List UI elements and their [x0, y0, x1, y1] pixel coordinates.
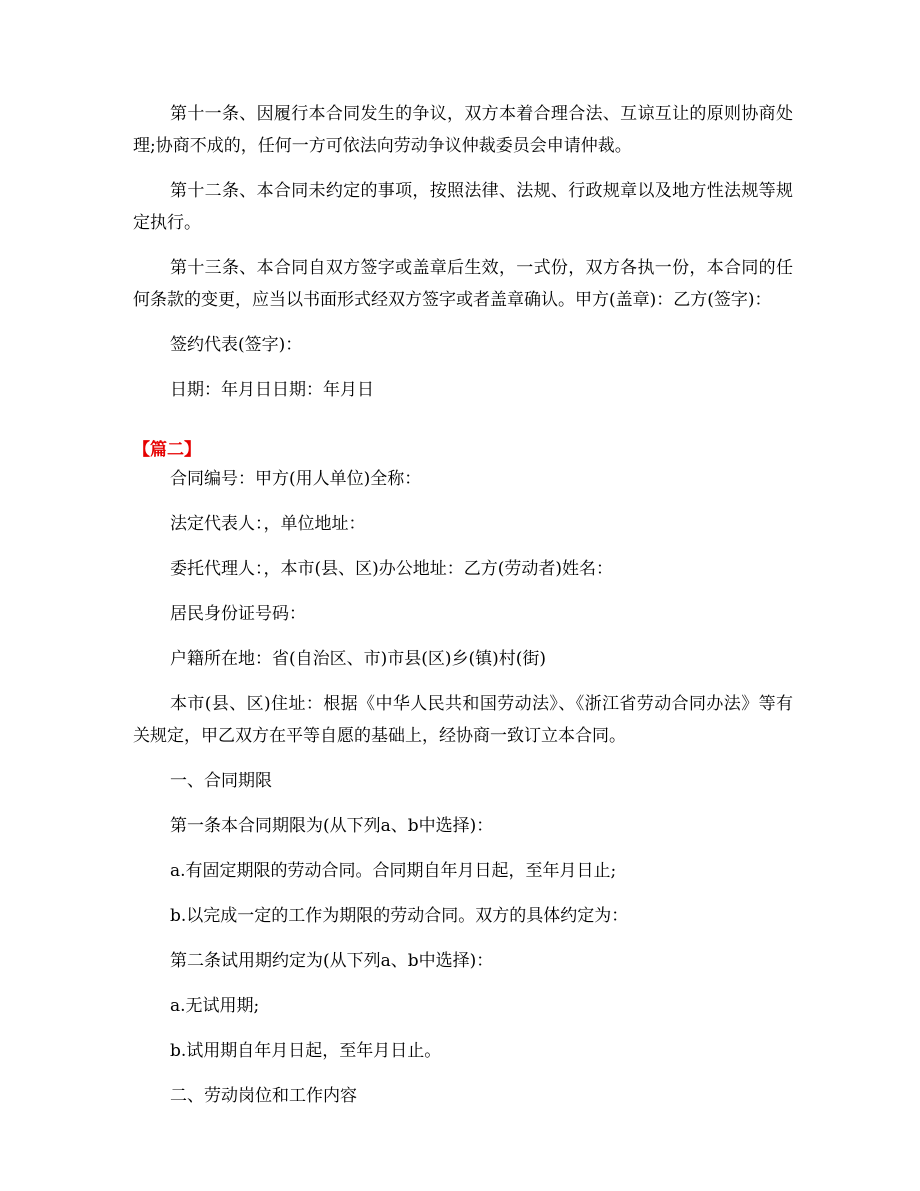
article-1-line: 第一条本合同期限为(从下列a、b中选择)： [170, 816, 494, 836]
residence-address-paragraph: 本市(县、区)住址：根据《中华人民共和国劳动法》、《浙江省劳动合同办法》等有关规定，甲乙双方在平等自愿的基础上，经协商一致订立本合同。 [133, 694, 793, 746]
option-a-fixed-term-line: a.有固定期限的劳动合同。合同期自年月日起，至年月日止; [170, 861, 617, 881]
document-body [133, 98, 793, 1125]
legal-representative-line: 法定代表人：，单位地址： [170, 514, 366, 534]
date-line: 日期：年月日日期：年月日 [170, 380, 374, 400]
job-position-heading: 二、劳动岗位和工作内容 [170, 1086, 357, 1106]
option-a-no-probation-line: a.无试用期; [170, 996, 260, 1016]
signing-representative-line: 签约代表(签字)： [170, 335, 303, 355]
article-13-paragraph: 第十三条、本合同自双方签字或盖章后生效，一式份，双方各执一份，本合同的任何条款的变更，应当以书面形式经双方签字或者盖章确认。甲方(盖章)：乙方(签字)： [133, 258, 793, 310]
option-b-task-term-line: b.以完成一定的工作为期限的劳动合同。双方的具体约定为： [170, 906, 629, 926]
contract-term-heading: 一、合同期限 [170, 771, 272, 791]
household-registration-line: 户籍所在地：省(自治区、市)市县(区)乡(镇)村(街) [170, 649, 547, 669]
article-12-paragraph: 第十二条、本合同未约定的事项，按照法律、法规、行政规章以及地方性法规等规定执行。 [133, 181, 793, 233]
article-11-paragraph: 第十一条、因履行本合同发生的争议，双方本着合理合法、互谅互让的原则协商处理;协商不成的，任何一方可依法向劳动争议仲裁委员会申请仲裁。 [133, 104, 793, 156]
article-2-line: 第二条试用期约定为(从下列a、b中选择)： [170, 951, 494, 971]
id-number-line: 居民身份证号码： [170, 604, 306, 624]
section-heading-part-two: 【篇二】 [133, 440, 201, 460]
contract-number-line: 合同编号：甲方(用人单位)全称： [170, 469, 422, 489]
option-b-probation-line: b.试用期自年月日起，至年月日止。 [170, 1041, 442, 1061]
authorized-agent-line: 委托代理人：，本市(县、区)办公地址：乙方(劳动者)姓名： [170, 559, 614, 579]
